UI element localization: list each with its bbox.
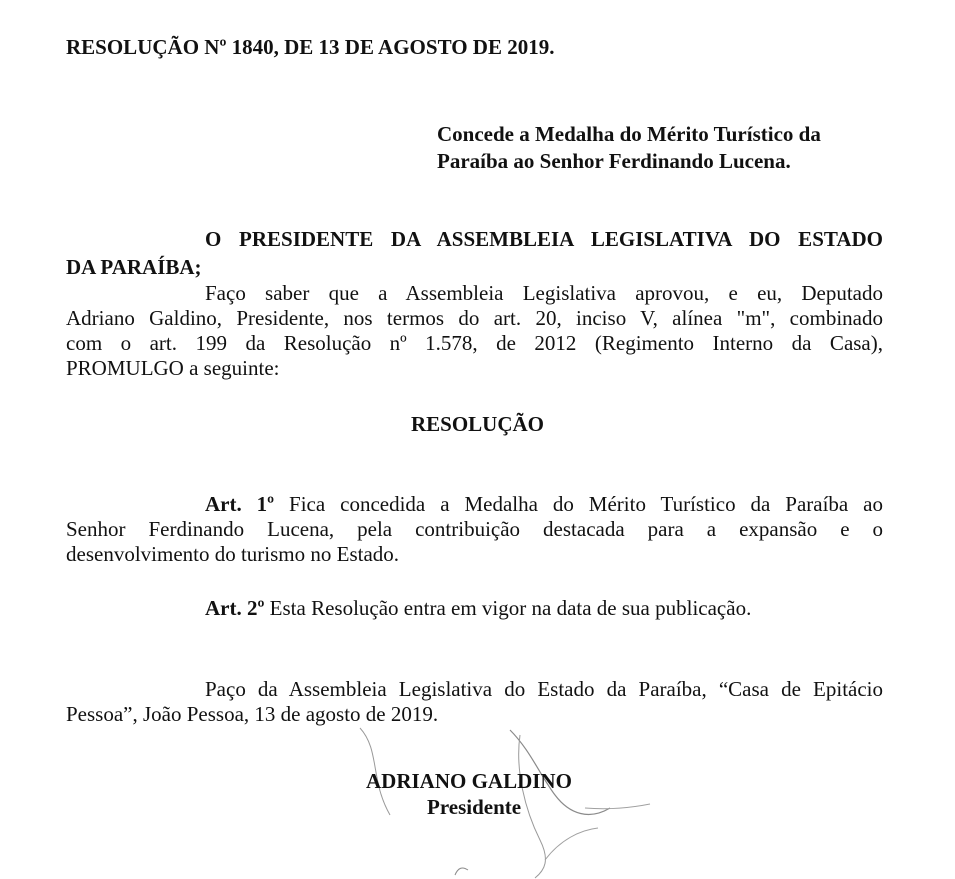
article-1-line-2: Senhor Ferdinando Lucena, pela contribuição destacada para a expansão e o [66, 517, 883, 541]
resolution-heading: RESOLUÇÃO Nº 1840, DE 13 DE AGOSTO DE 2019. [66, 35, 555, 59]
preamble-line-1: Faço saber que a Assembleia Legislativa aprovou, e eu, Deputado [205, 281, 883, 305]
preamble-line-4: PROMULGO a seguinte: [66, 356, 280, 380]
signatory-title: Presidente [427, 795, 522, 819]
preamble-line-2: Adriano Galdino, Presidente, nos termos do art. 20, inciso V, alínea "m", combinado [66, 306, 883, 330]
signatory-name: ADRIANO GALDINO [366, 769, 572, 793]
closing-line-1: Paço da Assembleia Legislativa do Estado da Paraíba, “Casa de Epitácio [205, 677, 883, 701]
ementa-line-2: Paraíba ao Senhor Ferdinando Lucena. [437, 149, 791, 173]
ementa-line-1: Concede a Medalha do Mérito Turístico da [437, 122, 821, 146]
authority-line-1: O PRESIDENTE DA ASSEMBLEIA LEGISLATIVA DO ESTADO [205, 227, 883, 251]
article-1-line-1 [205, 494, 883, 515]
article-1-line-3: desenvolvimento do turismo no Estado. [66, 542, 400, 566]
preamble-line-3: com o art. 199 da Resolução nº 1.578, de 2012 (Regimento Interno da Casa), [66, 331, 883, 355]
article-2-line-1 [205, 598, 751, 619]
article-2-text: Esta Resolução entra em vigor na data de sua publicação. [264, 596, 752, 620]
section-title: RESOLUÇÃO [410, 412, 545, 436]
closing-line-2: Pessoa”, João Pessoa, 13 de agosto de 2019. [66, 702, 439, 726]
authority-line-2: DA PARAÍBA; [66, 255, 202, 279]
article-1-label: Art. 1º [205, 492, 275, 516]
article-1-text: Fica concedida a Medalha do Mérito Turístico da Paraíba ao [274, 492, 883, 516]
article-2-label: Art. 2º [205, 596, 265, 620]
